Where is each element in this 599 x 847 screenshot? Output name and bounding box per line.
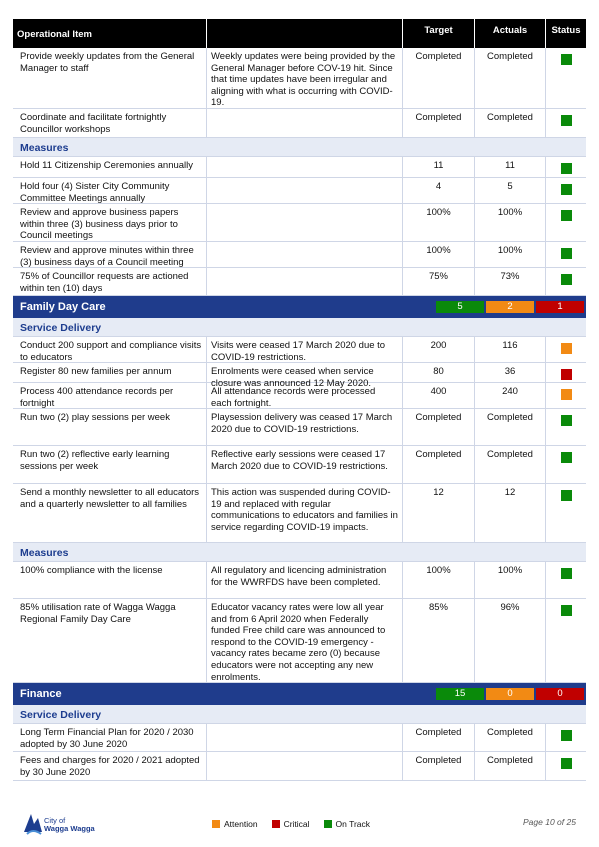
page-footer	[0, 803, 599, 847]
target-cell: 100%	[403, 204, 475, 241]
service-delivery-subheading: Service Delivery	[13, 318, 586, 337]
item-cell: Run two (2) reflective early learning sessions per week	[13, 446, 207, 483]
comment-cell: This action was suspended during COVID-19 and replaced with regular communications to educators and families in service regarding COVID-19 impacts.	[207, 484, 403, 542]
legend-critical: Critical	[283, 819, 310, 829]
comment-cell: All regulatory and licencing administration for the WWRFDS have been completed.	[207, 562, 403, 598]
comment-cell: Visits were ceased 17 March 2020 due to COVID-19 restrictions.	[207, 337, 403, 362]
status-cell	[546, 752, 586, 780]
target-cell: 12	[403, 484, 475, 542]
critical-count: 0	[536, 688, 584, 700]
status-indicator-icon	[561, 54, 572, 65]
status-cell	[546, 446, 586, 483]
target-cell: 200	[403, 337, 475, 362]
item-cell: Hold four (4) Sister City Community Committee Meetings annually	[13, 178, 207, 203]
target-cell: 85%	[403, 599, 475, 682]
status-cell	[546, 562, 586, 598]
item-cell: 85% utilisation rate of Wagga Wagga Regional Family Day Care	[13, 599, 207, 682]
target-cell: 100%	[403, 562, 475, 598]
table-row	[13, 178, 586, 204]
comment-cell: Enrolments were ceased when service closure was announced 12 May 2020.	[207, 363, 403, 382]
top-measures-group	[13, 157, 586, 296]
actuals-cell: 116	[475, 337, 546, 362]
table-row	[13, 242, 586, 268]
status-indicator-icon	[561, 115, 572, 126]
status-cell	[546, 242, 586, 267]
header-actuals: Actuals	[475, 19, 546, 48]
critical-count: 1	[536, 301, 584, 313]
comment-cell	[207, 157, 403, 177]
status-indicator-icon	[561, 490, 572, 501]
item-cell: Review and approve minutes within three (3) business days of a Council meeting	[13, 242, 207, 267]
measures-subheading: Measures	[13, 543, 586, 562]
header-target: Target	[403, 19, 475, 48]
item-cell: 100% compliance with the license	[13, 562, 207, 598]
header-comment	[207, 19, 403, 48]
status-counts	[436, 301, 586, 313]
table-row	[13, 204, 586, 242]
council-logo-text: City of Wagga Wagga	[44, 816, 95, 833]
on-track-count: 15	[436, 688, 484, 700]
item-cell: Review and approve business papers within three (3) business days prior to Council meetings	[13, 204, 207, 241]
table-row	[13, 337, 586, 363]
item-cell: Register 80 new families per annum	[13, 363, 207, 382]
item-cell: Send a monthly newsletter to all educators and a quarterly newsletter to all families	[13, 484, 207, 542]
status-indicator-icon	[561, 343, 572, 354]
table-row	[13, 562, 586, 599]
comment-cell	[207, 204, 403, 241]
actuals-cell: 11	[475, 157, 546, 177]
attention-swatch	[212, 820, 220, 828]
comment-cell	[207, 268, 403, 295]
target-cell: 11	[403, 157, 475, 177]
status-indicator-icon	[561, 730, 572, 741]
status-indicator-icon	[561, 274, 572, 285]
table-header	[13, 19, 586, 48]
status-indicator-icon	[561, 163, 572, 174]
status-indicator-icon	[561, 369, 572, 380]
attention-count: 0	[486, 688, 534, 700]
status-indicator-icon	[561, 605, 572, 616]
comment-cell: All attendance records were processed each fortnight.	[207, 383, 403, 408]
attention-count: 2	[486, 301, 534, 313]
table-row	[13, 383, 586, 409]
actuals-cell: 240	[475, 383, 546, 408]
target-cell: Completed	[403, 409, 475, 445]
finance-service-group	[13, 724, 586, 781]
top-rows-group	[13, 48, 586, 138]
status-indicator-icon	[561, 184, 572, 195]
measures-subheading: Measures	[13, 138, 586, 157]
section-family-day-care	[13, 296, 586, 318]
actuals-cell: Completed	[475, 109, 546, 137]
comment-cell: Weekly updates were being provided by the General Manager before COV-19 hit. Since that time updates have been irregular and aligning with what is occurring with COVID-19.	[207, 48, 403, 108]
target-cell: 400	[403, 383, 475, 408]
header-status: Status	[551, 25, 581, 36]
target-cell: 4	[403, 178, 475, 203]
comment-cell	[207, 242, 403, 267]
item-cell: Run two (2) play sessions per week	[13, 409, 207, 445]
actuals-cell: 36	[475, 363, 546, 382]
table-row	[13, 109, 586, 138]
status-cell	[546, 409, 586, 445]
comment-cell: Playsession delivery was ceased 17 March 2020 due to COVID-19 restrictions.	[207, 409, 403, 445]
target-cell: 100%	[403, 242, 475, 267]
target-cell: Completed	[403, 48, 475, 108]
comment-cell: Educator vacancy rates were low all year and from 6 April 2020 when Federally funded Free child care was announced to respond to the COVID-19 emergency - vacancy rates became zero (0) because educators were not accepting any new enrolments.	[207, 599, 403, 682]
table-row	[13, 157, 586, 178]
section-title: Family Day Care	[20, 301, 106, 313]
comment-cell	[207, 109, 403, 137]
comment-cell	[207, 178, 403, 203]
actuals-cell: Completed	[475, 446, 546, 483]
status-cell	[546, 724, 586, 751]
actuals-cell: 100%	[475, 204, 546, 241]
status-cell	[546, 484, 586, 542]
status-cell	[546, 204, 586, 241]
comment-cell: Reflective early sessions were ceased 17 March 2020 due to COVID-19 restrictions.	[207, 446, 403, 483]
performance-table	[13, 19, 586, 781]
item-cell: Coordinate and facilitate fortnightly Councillor workshops	[13, 109, 207, 137]
actuals-cell: 100%	[475, 562, 546, 598]
item-cell: Conduct 200 support and compliance visits to educators	[13, 337, 207, 362]
actuals-cell: 73%	[475, 268, 546, 295]
status-cell	[546, 383, 586, 408]
table-row	[13, 363, 586, 389]
critical-swatch	[272, 820, 280, 828]
item-cell: Hold 11 Citizenship Ceremonies annually	[13, 157, 207, 177]
section-finance	[13, 683, 586, 705]
status-cell	[546, 363, 586, 382]
family-service-group	[13, 337, 586, 543]
family-measures-group	[13, 562, 586, 683]
actuals-cell: Completed	[475, 752, 546, 780]
section-title: Finance	[20, 688, 62, 700]
table-row	[13, 599, 586, 683]
table-row	[13, 48, 586, 109]
actuals-cell: Completed	[475, 409, 546, 445]
table-row	[13, 446, 586, 484]
status-indicator-icon	[561, 568, 572, 579]
council-logo-icon	[22, 810, 44, 838]
actuals-cell: Completed	[475, 48, 546, 108]
table-row	[13, 752, 586, 781]
status-legend	[212, 819, 384, 829]
actuals-cell: Completed	[475, 724, 546, 751]
status-cell	[546, 157, 586, 177]
on-track-count: 5	[436, 301, 484, 313]
status-cell	[546, 337, 586, 362]
actuals-cell: 100%	[475, 242, 546, 267]
item-cell: Process 400 attendance records per fortnight	[13, 383, 207, 408]
item-cell: Long Term Financial Plan for 2020 / 2030 adopted by 30 June 2020	[13, 724, 207, 751]
comment-cell	[207, 724, 403, 751]
actuals-cell: 96%	[475, 599, 546, 682]
status-cell	[546, 48, 586, 108]
item-cell: Provide weekly updates from the General Manager to staff	[13, 48, 207, 108]
item-cell: Fees and charges for 2020 / 2021 adopted by 30 June 2020	[13, 752, 207, 780]
actuals-cell: 12	[475, 484, 546, 542]
target-cell: Completed	[403, 724, 475, 751]
target-cell: 75%	[403, 268, 475, 295]
status-cell	[546, 268, 586, 295]
status-indicator-icon	[561, 452, 572, 463]
service-delivery-subheading: Service Delivery	[13, 705, 586, 724]
table-row	[13, 268, 586, 296]
on-track-swatch	[324, 820, 332, 828]
table-row	[13, 724, 586, 752]
status-indicator-icon	[561, 415, 572, 426]
status-indicator-icon	[561, 389, 572, 400]
status-indicator-icon	[561, 210, 572, 221]
status-indicator-icon	[561, 758, 572, 769]
target-cell: Completed	[403, 109, 475, 137]
header-item: Operational Item	[13, 19, 207, 48]
item-cell: 75% of Councillor requests are actioned within ten (10) days	[13, 268, 207, 295]
status-cell	[546, 599, 586, 682]
legend-on-track: On Track	[335, 819, 371, 829]
status-indicator-icon	[561, 248, 572, 259]
target-cell: Completed	[403, 446, 475, 483]
legend-attention: Attention	[224, 819, 258, 829]
target-cell: Completed	[403, 752, 475, 780]
actuals-cell: 5	[475, 178, 546, 203]
comment-cell	[207, 752, 403, 780]
status-cell	[546, 109, 586, 137]
table-row	[13, 409, 586, 446]
status-cell	[546, 178, 586, 203]
table-row	[13, 484, 586, 543]
status-counts	[436, 688, 586, 700]
page-number: Page 10 of 25	[523, 817, 576, 827]
target-cell: 80	[403, 363, 475, 382]
